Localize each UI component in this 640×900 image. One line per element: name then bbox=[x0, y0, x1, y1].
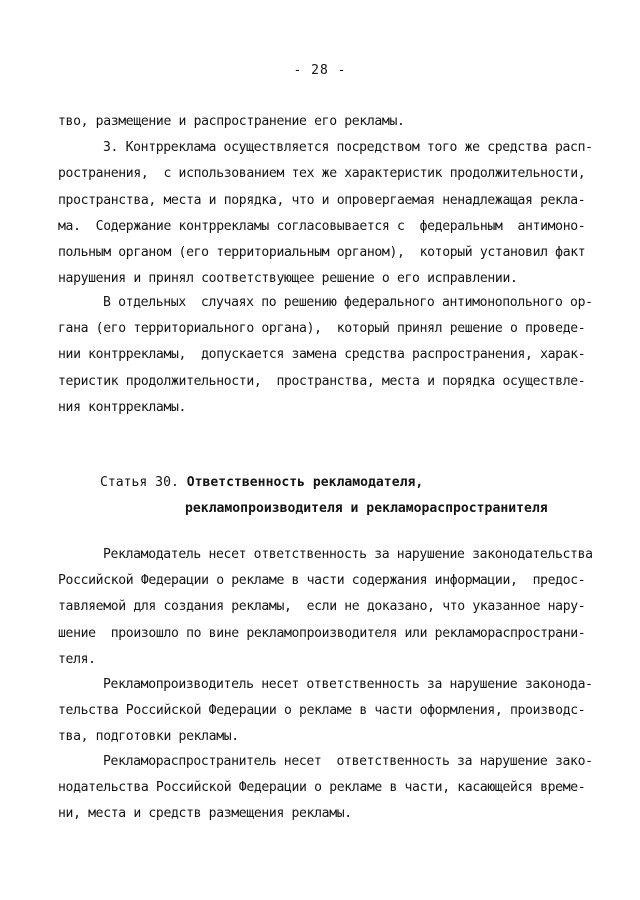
text-line: теля. bbox=[58, 651, 96, 667]
text-line: нодательства Российской Федерации о рекламе в части, касающейся време- bbox=[58, 780, 586, 796]
text-line: Рекламопроизводитель несет ответственность за нарушение законода- bbox=[103, 677, 593, 692]
paragraph-producer-liability bbox=[58, 672, 598, 751]
paragraph-counter-ad-replacement bbox=[58, 290, 598, 421]
text-line: тавляемой для создания рекламы, если не доказано, что указанное нару- bbox=[58, 599, 586, 615]
article-heading bbox=[100, 470, 600, 522]
paragraph-advertiser-liability bbox=[58, 542, 598, 673]
text-line: Рекламораспространитель несет ответственность за нарушение зако- bbox=[103, 754, 593, 769]
text-line: теристик продолжительности, пространства, места и порядка осуществле- bbox=[58, 373, 586, 389]
article-label: Статья 30. bbox=[100, 475, 179, 490]
text-line: Рекламодатель несет ответственность за нарушение законодательства bbox=[103, 547, 593, 562]
text-line: В отдельных случаях по решению федерального антимонопольного ор- bbox=[103, 295, 593, 310]
paragraph-continuation bbox=[58, 109, 598, 292]
article-title-line1: Ответственность рекламодателя, bbox=[186, 475, 424, 490]
page-number: - 28 - bbox=[293, 63, 347, 78]
text-line: ма. Содержание контррекламы согласовывается с федеральным антимоно- bbox=[58, 218, 586, 234]
text-line: нии контррекламы, допускается замена средства распространения, харак- bbox=[58, 347, 586, 363]
text-line: тва, подготовки рекламы. bbox=[58, 729, 239, 745]
text-line: тво, размещение и распространение его рекламы. bbox=[58, 114, 405, 129]
text-line: ни, места и средств размещения рекламы. bbox=[58, 806, 352, 822]
text-line: гана (его территориального органа), который принял решение о проведе- bbox=[58, 321, 586, 337]
paragraph-distributor-liability bbox=[58, 749, 598, 828]
text-line: 3. Контрреклама осуществляется посредством того же средства расп- bbox=[103, 140, 593, 156]
text-line: ния контррекламы. bbox=[58, 399, 187, 415]
text-line: польным органом (его территориальным органом), который установил факт bbox=[58, 245, 586, 261]
text-line: нарушения и принял соответствующее решение о его исправлении. bbox=[58, 271, 518, 287]
text-line: тельства Российской Федерации о рекламе в части оформления, производс- bbox=[58, 703, 586, 719]
text-line: Российской Федерации о рекламе в части содержания информации, предос- bbox=[58, 573, 586, 589]
text-line: шение произошло по вине рекламопроизводителя или рекламораспространи- bbox=[58, 625, 586, 641]
text-line: ространения, с использованием тех же характеристик продолжительности, bbox=[58, 166, 586, 182]
article-title-line2: рекламопроизводителя и рекламораспространителя bbox=[185, 501, 548, 516]
text-line: пространства, места и порядка, что и опровергаемая ненадлежащая рекла- bbox=[58, 192, 586, 208]
